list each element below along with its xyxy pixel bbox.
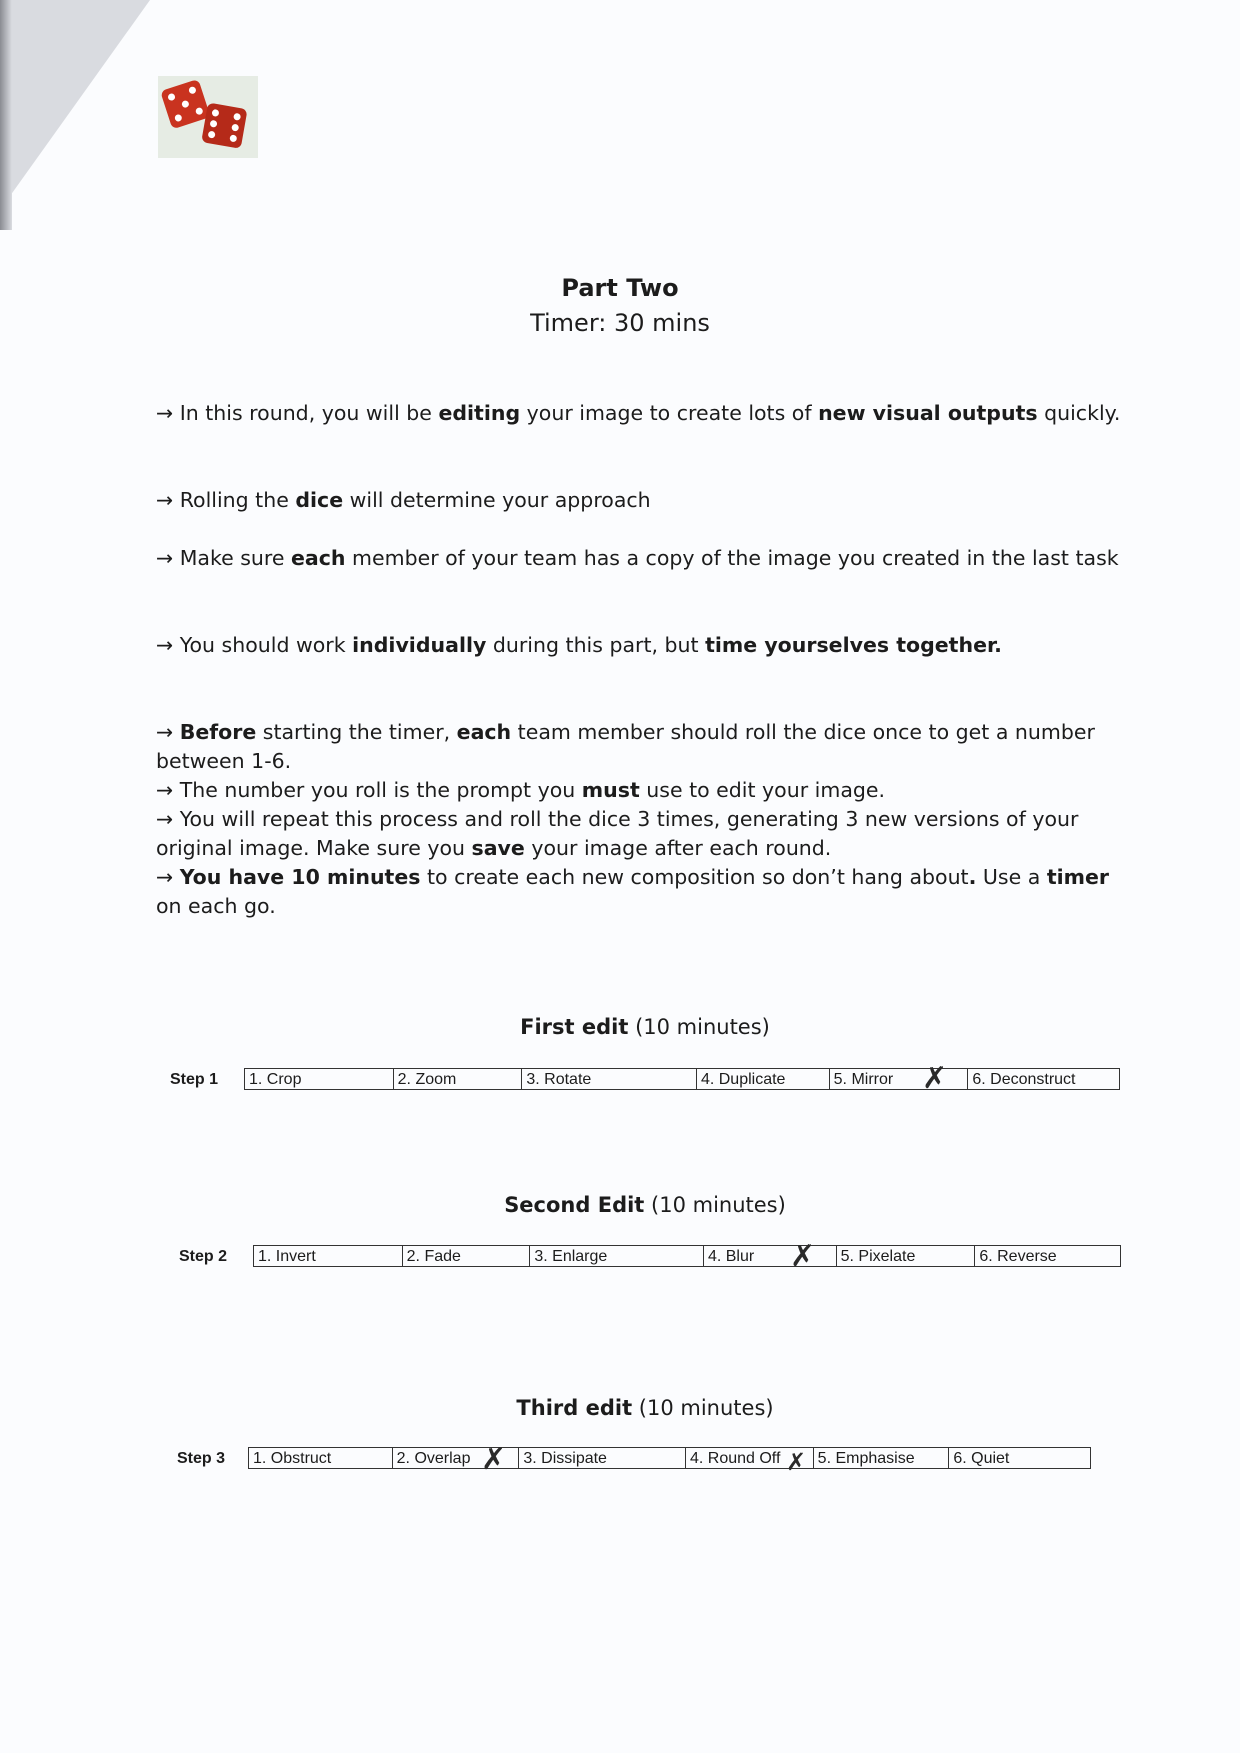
option-cell: 1. Crop [249, 1071, 302, 1088]
option-cell: 6. Deconstruct [967, 1069, 1119, 1089]
bold-text: . [968, 865, 977, 889]
edit-heading [0, 1012, 1240, 1042]
option-cell: 5. Emphasise [813, 1448, 949, 1468]
title-block [0, 270, 1240, 340]
bold-text: save [471, 836, 525, 860]
text-run: your image to create lots of [520, 401, 819, 425]
bold-text: each [291, 546, 346, 570]
option-cell: 1. Invert [258, 1248, 316, 1265]
dice-icon [158, 76, 258, 158]
handwritten-x-mark: ✗ [481, 1442, 507, 1477]
arrow-glyph: → [156, 778, 180, 802]
option-cell: 3. Dissipate [518, 1448, 685, 1468]
instruction-paragraph [156, 544, 1136, 573]
arrow-glyph: → [156, 546, 180, 570]
text-run: to create each new composition so don’t hang about [420, 865, 969, 889]
edit-heading [0, 1190, 1240, 1220]
bold-text: new visual outputs [818, 401, 1038, 425]
option-cell: 2. Zoom [393, 1069, 522, 1089]
text-run: your image after each round. [524, 836, 832, 860]
instruction-paragraph [156, 399, 1136, 428]
handwritten-x-mark: ✗ [786, 1448, 807, 1476]
instruction-paragraph [156, 863, 1136, 921]
bold-text: each [456, 720, 512, 744]
option-cell: 6. Quiet [948, 1448, 1090, 1468]
text-run: will determine your approach [343, 488, 651, 512]
bold-text: time yourselves together. [705, 633, 1002, 657]
option-cell: 5. Pixelate [836, 1246, 975, 1266]
bold-text: You have 10 minutes [179, 865, 421, 889]
page-title: Part Two [561, 274, 679, 302]
bold-text: dice [295, 488, 344, 512]
text-run: Make sure [179, 546, 292, 570]
step-label: Step 1 [170, 1071, 219, 1088]
option-cell: 3. Enlarge [529, 1246, 703, 1266]
edit-duration: (10 minutes) [628, 1015, 770, 1039]
options-row [253, 1245, 1121, 1267]
step-label: Step 3 [177, 1450, 226, 1467]
arrow-glyph: → [156, 807, 180, 831]
option-cell: 3. Rotate [521, 1069, 696, 1089]
option-cell: 5. Mirror [829, 1069, 968, 1089]
instruction-paragraph [156, 805, 1136, 863]
instruction-paragraph [156, 718, 1136, 776]
instruction-paragraph [156, 631, 1136, 660]
instruction-paragraph [156, 486, 1136, 515]
instruction-paragraph [156, 776, 1136, 805]
options-row [248, 1447, 1091, 1469]
bold-text: individually [352, 633, 487, 657]
text-run: Use a [976, 865, 1047, 889]
arrow-glyph: → [156, 865, 180, 889]
option-cell: 1. Obstruct [253, 1450, 332, 1467]
text-run: starting the timer, [256, 720, 457, 744]
text-run: You will repeat this process and roll the dice 3 times, generating 3 new versions of your original image. Make sure you [156, 807, 1079, 860]
option-cell: 2. Overlap [392, 1448, 519, 1468]
options-row [244, 1068, 1120, 1090]
page-edge-shadow [0, 0, 12, 230]
option-cell: 4. Blur [703, 1246, 836, 1266]
arrow-glyph: → [156, 401, 180, 425]
arrow-glyph: → [156, 720, 180, 744]
text-run: Rolling the [179, 488, 296, 512]
edit-duration: (10 minutes) [632, 1396, 774, 1420]
edit-duration: (10 minutes) [644, 1193, 786, 1217]
text-run: quickly. [1037, 401, 1121, 425]
handwritten-x-mark: ✗ [790, 1239, 816, 1274]
timer-text: Timer: 30 mins [530, 309, 710, 337]
handwritten-x-mark: ✗ [922, 1061, 948, 1096]
text-run: You should work [179, 633, 353, 657]
bold-text: Before [179, 720, 257, 744]
option-cell: 2. Fade [402, 1246, 530, 1266]
text-run: The number you roll is the prompt you [179, 778, 582, 802]
bold-text: must [581, 778, 640, 802]
text-run: In this round, you will be [179, 401, 439, 425]
bold-text: editing [438, 401, 521, 425]
page-corner-shadow [0, 0, 150, 210]
bold-text: timer [1046, 865, 1110, 889]
edit-heading-title: Third edit [516, 1396, 633, 1420]
text-run: use to edit your image. [639, 778, 886, 802]
step-label: Step 2 [179, 1248, 228, 1265]
arrow-glyph: → [156, 488, 180, 512]
edit-heading-title: Second Edit [504, 1193, 645, 1217]
option-cell: 4. Duplicate [696, 1069, 829, 1089]
arrow-glyph: → [156, 633, 180, 657]
edit-heading-title: First edit [520, 1015, 629, 1039]
text-run: member of your team has a copy of the image you created in the last task [345, 546, 1119, 570]
option-cell: 4. Round Off [685, 1448, 813, 1468]
option-cell: 6. Reverse [974, 1246, 1120, 1266]
edit-heading [0, 1393, 1240, 1423]
text-run: during this part, but [486, 633, 706, 657]
text-run: on each go. [156, 894, 276, 918]
text-run: team member should roll the dice once to get a number between 1-6. [156, 720, 1095, 773]
